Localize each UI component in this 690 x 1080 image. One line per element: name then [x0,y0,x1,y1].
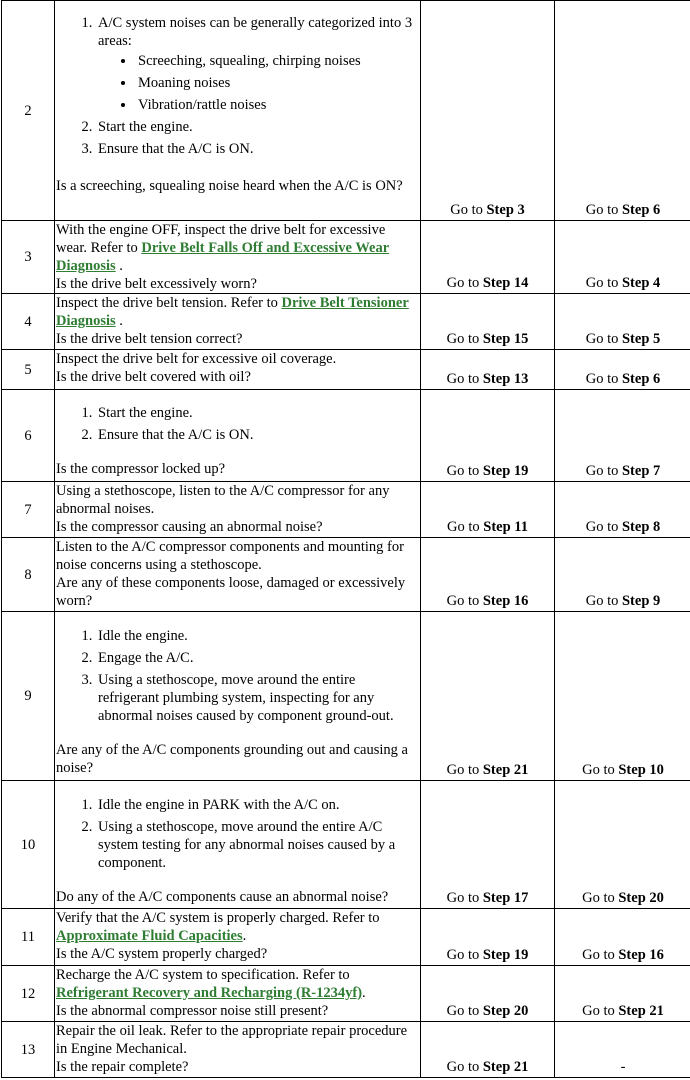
yes-step: Step 20 [482,1003,529,1019]
yes-step: Step 16 [482,593,529,609]
yes-step: Step 21 [482,1059,529,1075]
table-row [2,350,690,390]
no-step: Step 10 [618,762,664,778]
no-cell: Go to Step 5 [555,294,690,350]
table-row [2,294,690,350]
list-item: 2. Ensure that the A/C is ON. [96,426,419,444]
list-item: • Moaning noises [136,74,419,92]
numbered-list [56,627,419,725]
no-cell: Go to Step 20 [555,781,690,909]
table-row [2,538,690,612]
step-number: 5 [2,350,55,390]
yes-cell: Go to Step 19 [421,390,555,482]
yes-cell: Go to Step 20 [421,966,555,1022]
doc-link[interactable]: Drive Belt Falls Off and Excessive Wear Diagnosis [56,240,390,274]
list-item: 3. Using a stethoscope, move around the entire refrigerant plumbing system, inspecting for any abnormal noises caused by component ground-out. [96,671,419,725]
doc-link[interactable]: Refrigerant Recovery and Recharging (R-1234yf) [56,985,363,1001]
table-row [2,966,690,1022]
question-text: Is the A/C system properly charged? [56,946,268,962]
list-item: 2. Engage the A/C. [96,649,419,667]
doc-link[interactable]: Drive Belt Tensioner Diagnosis [56,295,409,329]
table-row [2,1,690,221]
no-step: Step 20 [618,890,664,906]
question-text: Is the compressor causing an abnormal noise? [56,519,323,535]
no-step: Step 6 [621,202,661,218]
yes-step: Step 19 [482,947,529,963]
numbered-list [56,14,419,158]
doc-link[interactable]: Approximate Fluid Capacities [56,928,243,944]
table-row [2,482,690,538]
yes-step: Step 15 [482,331,529,347]
no-cell: Go to Step 7 [555,390,690,482]
yes-step: Step 11 [483,519,528,535]
question-text: Do any of the A/C components cause an abnormal noise? [56,889,389,905]
yes-step: Step 17 [482,890,529,906]
question-text: Is the drive belt covered with oil? [56,369,251,385]
no-step: Step 9 [621,593,661,609]
action-cell: Using a stethoscope, listen to the A/C compressor for any abnormal noises. Is the compressor causing an abnormal noise? [55,482,421,538]
numbered-list [56,404,419,444]
action-cell: With the engine OFF, inspect the drive belt for excessive wear. Refer to Drive Belt Falls Off and Excessive Wear Diagnosis . Is the drive belt excessively worn? [55,221,421,294]
action-cell [55,781,421,909]
action-cell: Inspect the drive belt for excessive oil coverage. Is the drive belt covered with oil? [55,350,421,390]
yes-cell: Go to Step 16 [421,538,555,612]
action-cell [55,390,421,482]
question-text: Are any of the A/C components grounding out and causing a noise? [56,742,408,776]
yes-cell: Go to Step 15 [421,294,555,350]
yes-step: Step 21 [482,762,529,778]
no-cell: Go to Step 10 [555,612,690,781]
question-text: Is the drive belt excessively worn? [56,276,257,292]
action-cell: Repair the oil leak. Refer to the appropriate repair procedure in Engine Mechanical. Is the repair complete? [55,1022,421,1078]
action-cell: Listen to the A/C compressor components and mounting for noise concerns using a stethoscope. Are any of these components loose, damaged or excessively worn? [55,538,421,612]
no-cell: Go to Step 4 [555,221,690,294]
step-number: 2 [2,1,55,221]
yes-step: Step 19 [482,463,529,479]
no-cell: Go to Step 21 [555,966,690,1022]
step-number: 4 [2,294,55,350]
action-cell: Recharge the A/C system to specification. Refer to Refrigerant Recovery and Recharging (R-1234yf). Is the abnormal compressor noise still present? [55,966,421,1022]
question-text: Is the abnormal compressor noise still present? [56,1003,329,1019]
yes-cell: Go to Step 19 [421,909,555,966]
question-text: Is the compressor locked up? [56,461,226,477]
action-cell [55,612,421,781]
no-step: Step 8 [621,519,661,535]
table-row [2,909,690,966]
yes-step: Step 13 [482,371,529,387]
yes-cell: Go to Step 13 [421,350,555,390]
action-cell [55,1,421,221]
no-step: Step 21 [618,1003,664,1019]
list-item: • Screeching, squealing, chirping noises [136,52,419,70]
yes-cell: Go to Step 14 [421,221,555,294]
bullet-list [98,52,419,114]
step-number: 6 [2,390,55,482]
numbered-list [56,796,419,872]
action-cell: Verify that the A/C system is properly charged. Refer to Approximate Fluid Capacities. Is the A/C system properly charged? [55,909,421,966]
no-step: Step 4 [621,275,661,291]
yes-cell: Go to Step 11 [421,482,555,538]
list-item: 1. A/C system noises can be generally categorized into 3 areas: • Screeching, squealing, chirping noises • Moaning noises • Vibration/rattle noises [96,14,419,114]
yes-cell: Go to Step 17 [421,781,555,909]
step-number: 8 [2,538,55,612]
yes-step: Step 3 [486,202,525,218]
diagnostic-table [1,0,690,1078]
no-step: Step 16 [618,947,664,963]
action-cell: Inspect the drive belt tension. Refer to Drive Belt Tensioner Diagnosis . Is the drive belt tension correct? [55,294,421,350]
step-number: 12 [2,966,55,1022]
table-row [2,221,690,294]
no-step: Step 5 [621,331,661,347]
list-item: 2. Start the engine. [96,118,419,136]
table-row [2,1022,690,1078]
table-row [2,390,690,482]
table-row [2,781,690,909]
no-cell: Go to Step 16 [555,909,690,966]
list-item: 2. Using a stethoscope, move around the entire A/C system testing for any abnormal noises caused by a component. [96,818,419,872]
step-number: 3 [2,221,55,294]
yes-cell: Go to Step 3 [421,1,555,221]
question-text: Is the drive belt tension correct? [56,331,243,347]
yes-step: Step 14 [482,275,529,291]
step-number: 10 [2,781,55,909]
step-number: 7 [2,482,55,538]
no-step: Step 7 [621,463,661,479]
list-item: 1. Idle the engine. [96,627,419,645]
step-number: 11 [2,909,55,966]
table-row [2,612,690,781]
no-cell: - [555,1022,690,1078]
no-cell: Go to Step 6 [555,1,690,221]
no-cell: Go to Step 8 [555,482,690,538]
yes-cell: Go to Step 21 [421,612,555,781]
list-item: 1. Idle the engine in PARK with the A/C on. [96,796,419,814]
list-item: 1. Start the engine. [96,404,419,422]
yes-cell: Go to Step 21 [421,1022,555,1078]
question-text: Is the repair complete? [56,1059,189,1075]
no-cell: Go to Step 9 [555,538,690,612]
question-text: Is a screeching, squealing noise heard when the A/C is ON? [56,178,403,194]
step-number: 13 [2,1022,55,1078]
no-step: Step 6 [621,371,661,387]
question-text: Are any of these components loose, damaged or excessively worn? [56,575,406,609]
step-number: 9 [2,612,55,781]
list-item: • Vibration/rattle noises [136,96,419,114]
no-cell: Go to Step 6 [555,350,690,390]
list-item: 3. Ensure that the A/C is ON. [96,140,419,158]
